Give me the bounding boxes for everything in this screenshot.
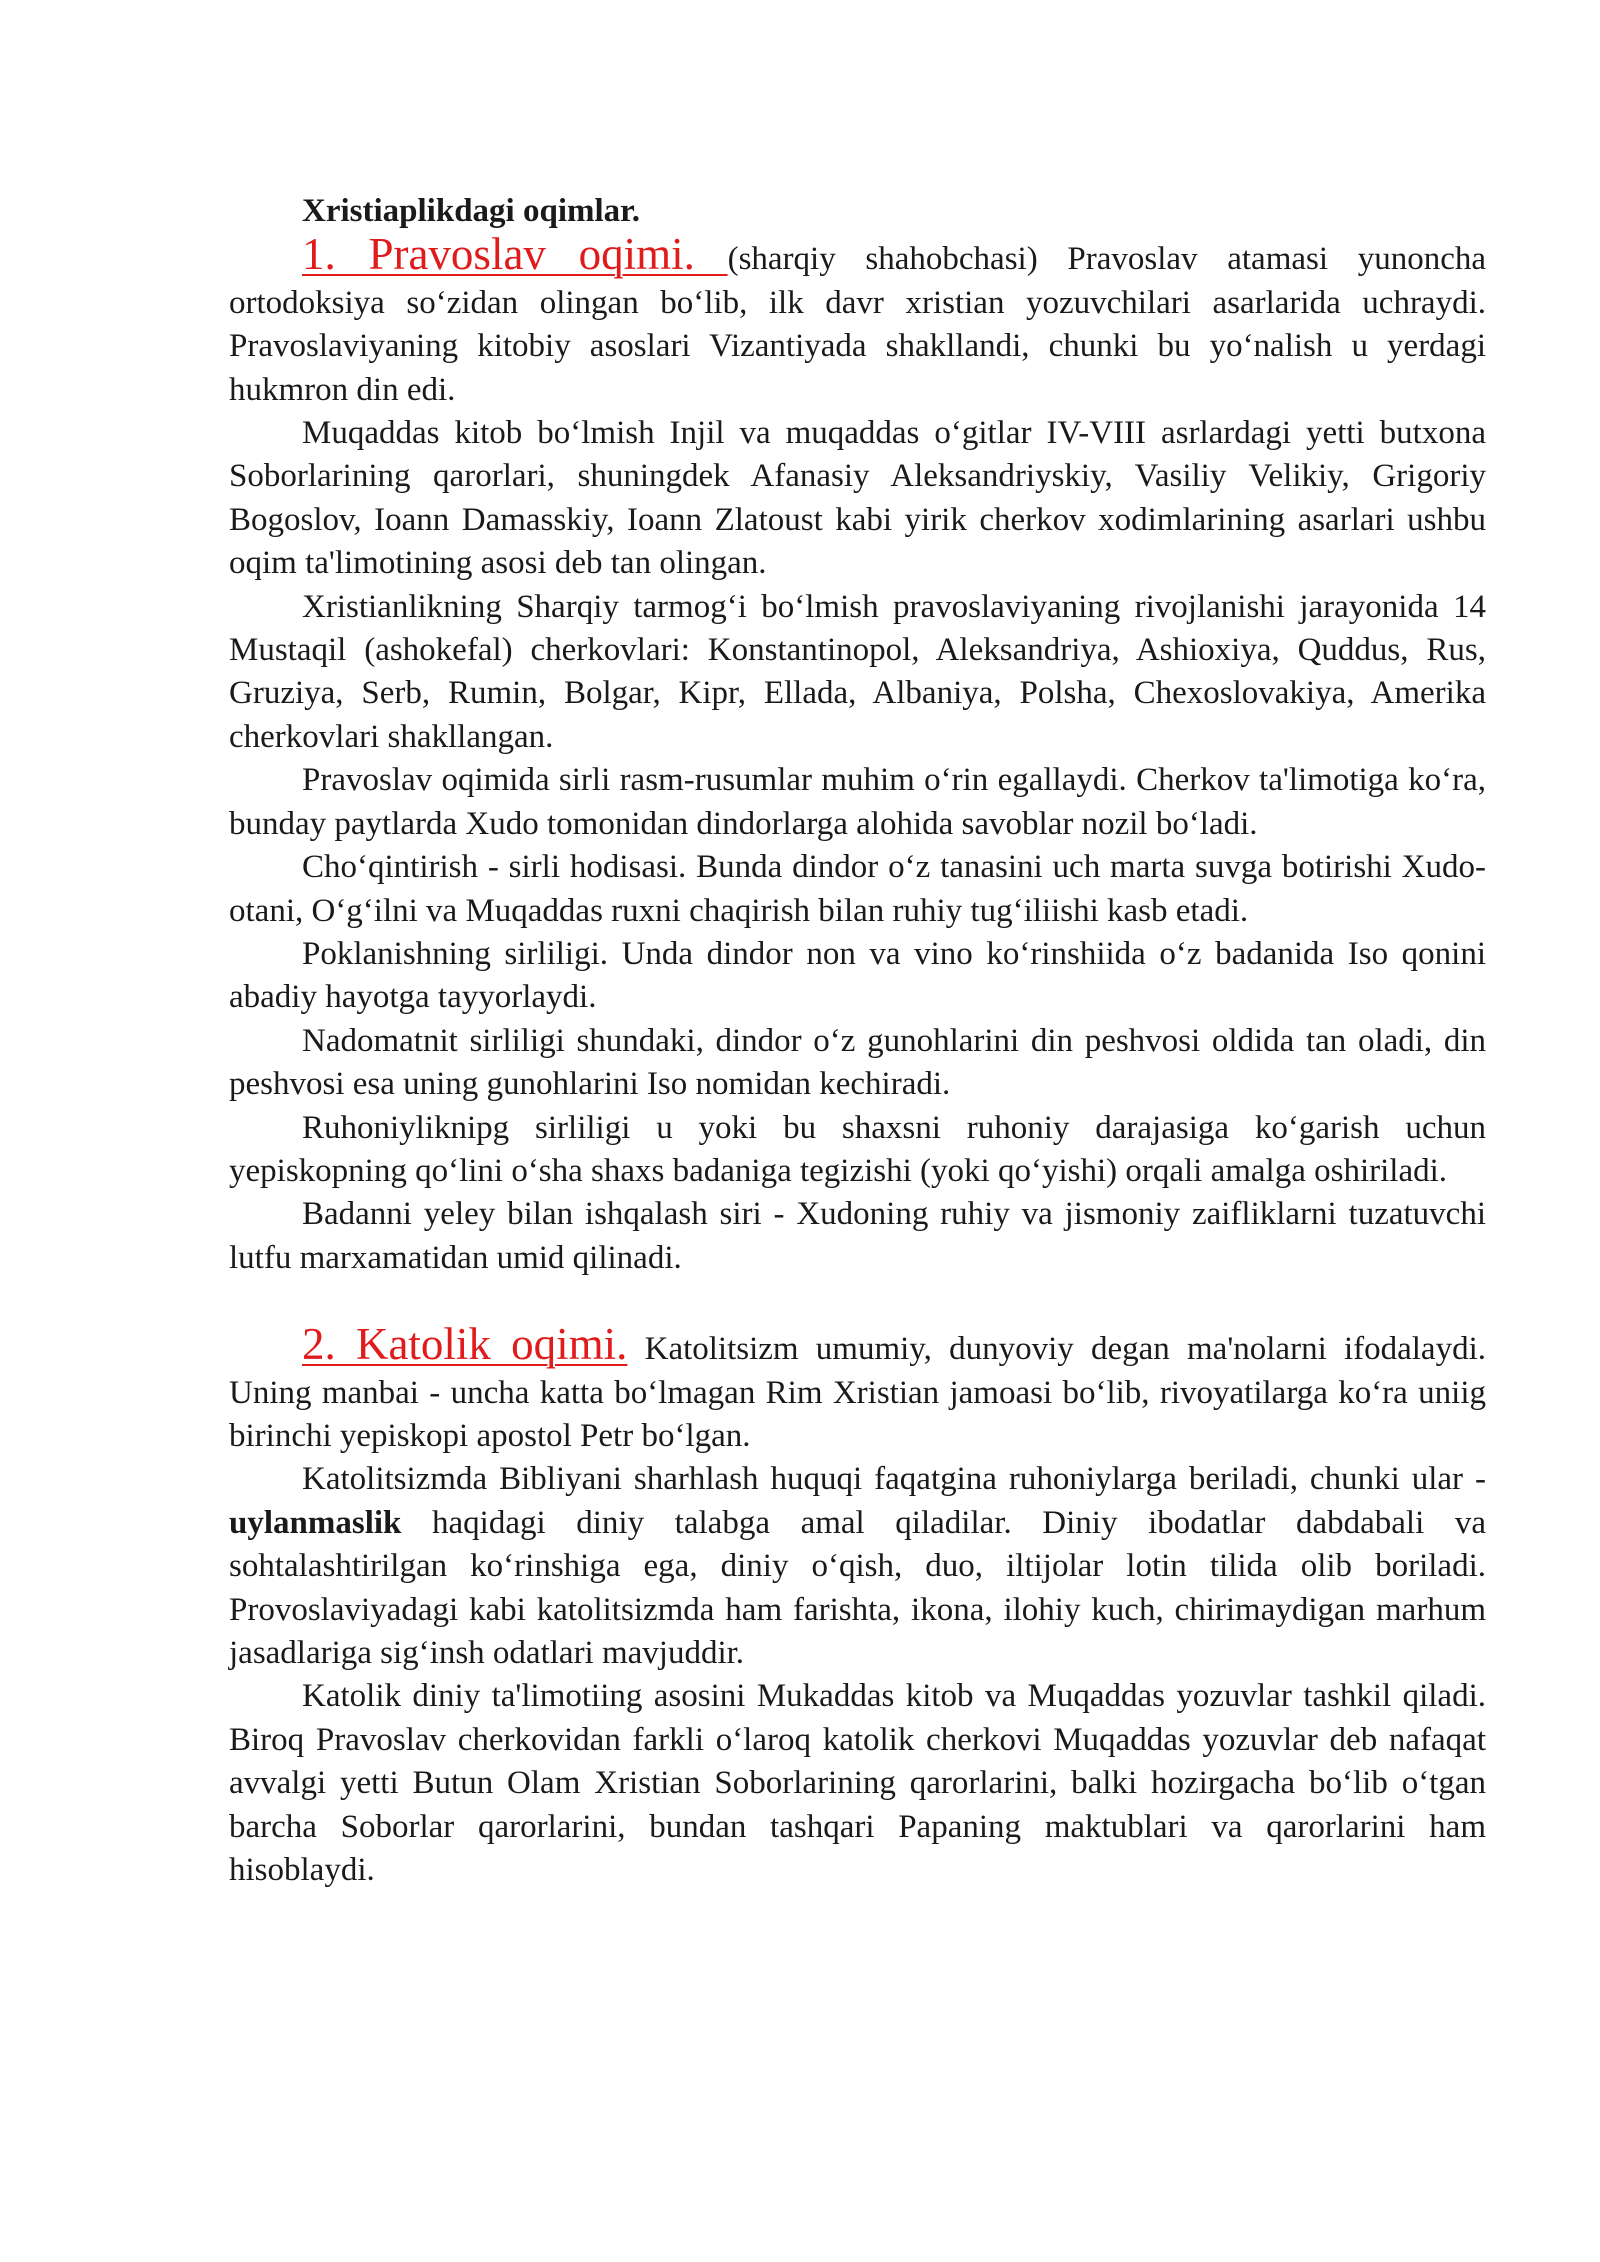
section2-paragraph-1 (229, 1319, 1486, 1458)
section2-paragraph-2 (229, 1458, 1486, 1675)
section2-paragraph-2-text-after: haqidagi diniy talabga amal qiladilar. Diniy ibodatlar dabdabali va sohtalashtirilgan ko‘rinshiga ega, diniy o‘qish, duo, iltijolar lotin tilida olib boriladi. Provoslaviyadagi kabi katolitsizmda ham farishta, ikona, ilohiy kuch, chirimaydigan marhum jasadlariga sig‘insh odatlari mavjuddir. (229, 1504, 1486, 1671)
document-page (229, 190, 1486, 1892)
section2-paragraph-3: Katolik diniy ta'limotiing asosini Mukaddas kitob va Muqaddas yozuvlar tashkil qiladi. Biroq Pravoslav cherkovidan farkli o‘laroq katolik cherkovi Muqaddas yozuvlar deb nafaqat avvalgi yetti Butun Olam Xristian Soborlarining qarorlarini, balki hozirgacha bo‘lib o‘tgan barcha Soborlar qarorlarini, bundan tashqari Papaning maktublari va qarorlarini ham hisoblaydi. (229, 1678, 1486, 1889)
section1-paragraph-1-text: (sharqiy shahobchasi) Pravoslav atamasi yunoncha ortodoksiya so‘zidan olingan bo‘lib, ilk davr xristian yozuvchilari asarlarida uchraydi. Pravoslaviyaning kitobiy asoslari Vizantiyada shakllandi, chunki bu yo‘nalish u yerdagi hukmron din edi. (229, 241, 1487, 408)
section1-paragraph-6: Poklanishning sirliligi. Unda dindor non va vino ko‘rinshiida o‘z badanida Iso qonini abadiy hayotga tayyorlaydi. (229, 935, 1486, 1016)
section1-paragraph-4: Pravoslav oqimida sirli rasm-rusumlar muhim o‘rin egallaydi. Cherkov ta'limotiga ko‘ra, bunday paytlarda Xudo tomonidan dindorlarga alohida savoblar nozil bo‘ladi. (229, 762, 1486, 842)
section1-paragraph-1 (229, 229, 1487, 412)
section2-paragraph-2-bold-term: uylanmaslik (229, 1504, 402, 1541)
section-gap (229, 1280, 1486, 1323)
section1-paragraph-5: Cho‘qintirish - sirli hodisasi. Bunda dindor o‘z tanasini uch marta suvga botirishi Xudo-otani, O‘g‘ilni va Muqaddas ruxni chaqirish bilan ruhiy tug‘iliishi kasb etadi. (229, 849, 1486, 929)
document-title: Xristiaplikdagi oqimlar. (302, 193, 641, 229)
section1-paragraph-3: Xristianlikning Sharqiy tarmog‘i bo‘lmish pravoslaviyaning rivojlanishi jarayonida 14 Mustaqil (ashokefal) cherkovlari: Konstantinopol, Aleksandriya, Ashioxiya, Quddus, Rus, Gruziya, Serb, Rumin, Bolgar, Kipr, Ellada, Albaniya, Polsha, Chexoslovakiya, Amerika cherkovlari shakllangan. (229, 588, 1486, 755)
section1-paragraph-9: Badanni yeley bilan ishqalash siri - Xudoning ruhiy va jismoniy zaifliklarni tuzatuvchi lutfu marxamatidan umid qilinadi. (229, 1196, 1486, 1276)
section2-heading: 2. Katolik oqimi. (302, 1319, 628, 1370)
section1-paragraph-7: Nadomatnit sirliligi shundaki, dindor o‘z gunohlarini din peshvosi oldida tan oladi, din peshvosi esa uning gunohlarini Iso nomidan kechiradi. (229, 1022, 1486, 1103)
section2-paragraph-2-text-before: Katolitsizmda Bibliyani sharhlash huquqi faqatgina ruhoniylarga beriladi, chunki ular - (302, 1461, 1486, 1498)
section1-paragraph-2: Muqaddas kitob bo‘lmish Injil va muqaddas o‘gitlar IV-VIII asrlardagi yetti butxona Soborlarining qarorlari, shuningdek Afanasiy Aleksandriyskiy, Vasiliy Velikiy, Grigoriy Bogoslov, Ioann Damasskiy, Ioann Zlatoust kabi yirik cherkov xodimlarining asarlari ushbu oqim ta'limotining asosi deb tan olingan. (229, 415, 1486, 582)
section1-paragraph-8: Ruhoniyliknipg sirliligi u yoki bu shaxsni ruhoniy darajasiga ko‘garish uchun yepiskopning qo‘lini o‘sha shaxs badaniga tegizishi (yoki qo‘yishi) orqali amalga oshiriladi. (229, 1109, 1486, 1189)
section1-heading: 1. Pravoslav oqimi. (302, 229, 728, 280)
section2-paragraph-1-text: Katolitsizm umumiy, dunyoviy degan ma'nolarni ifodalaydi. Uning manbai - uncha katta bo‘lmagan Rim Xristian jamoasi bo‘lib, rivoyatilarga ko‘ra uniig birinchi yepiskopi apostol Petr bo‘lgan. (229, 1331, 1486, 1454)
